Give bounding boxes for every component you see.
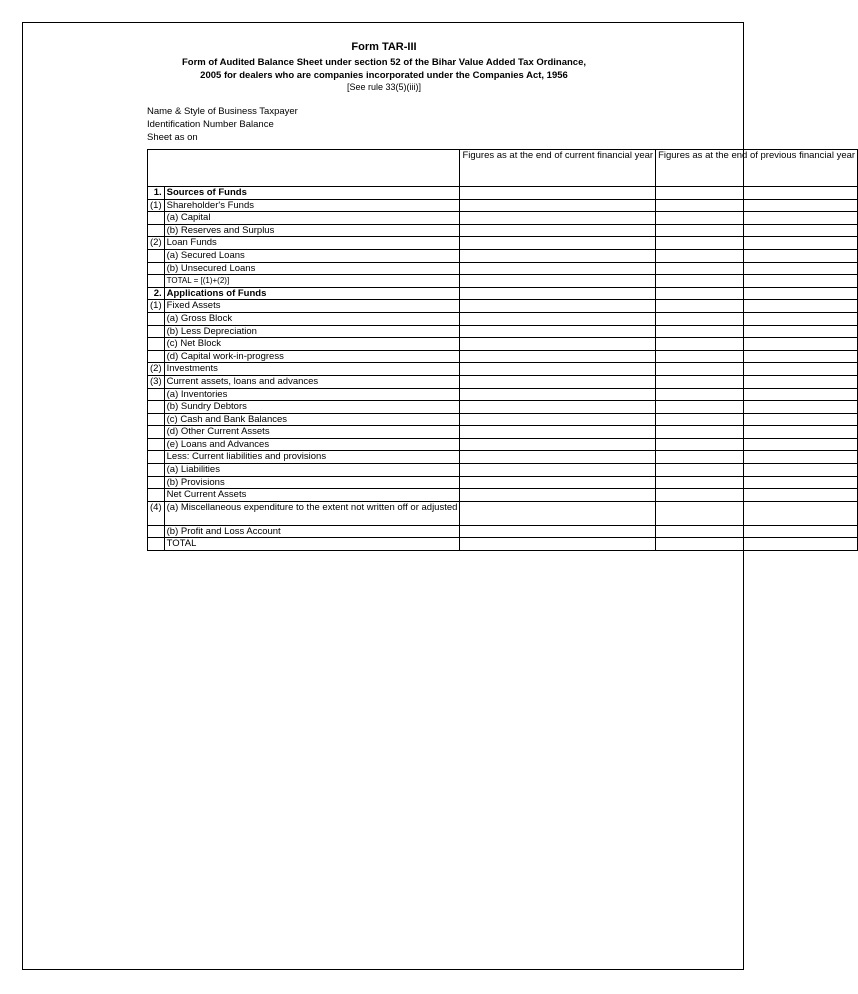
row-num <box>148 212 165 225</box>
row-num <box>148 350 165 363</box>
previous-year-cell[interactable] <box>656 212 858 225</box>
current-year-cell[interactable] <box>460 287 656 300</box>
row-num <box>148 275 165 288</box>
row-num: (1) <box>148 300 165 313</box>
previous-year-cell[interactable] <box>656 350 858 363</box>
previous-year-cell[interactable] <box>656 451 858 464</box>
table-header-row <box>148 150 858 187</box>
previous-year-cell[interactable] <box>656 413 858 426</box>
table-row <box>148 464 858 477</box>
row-num: 1. <box>148 187 165 200</box>
info-line-sheet-date: Sheet as on <box>147 132 198 143</box>
row-label: (b) Less Depreciation <box>164 325 460 338</box>
previous-year-cell[interactable] <box>656 312 858 325</box>
previous-year-cell[interactable] <box>656 338 858 351</box>
table-row <box>148 426 858 439</box>
table-row <box>148 187 858 200</box>
row-label: Shareholder's Funds <box>164 199 460 212</box>
previous-year-cell[interactable] <box>656 325 858 338</box>
row-label: (b) Reserves and Surplus <box>164 224 460 237</box>
current-year-cell[interactable] <box>460 538 656 551</box>
previous-year-cell[interactable] <box>656 464 858 477</box>
current-year-cell[interactable] <box>460 249 656 262</box>
balance-sheet-table <box>147 149 858 551</box>
header-num-cell <box>148 150 165 187</box>
current-year-cell[interactable] <box>460 464 656 477</box>
previous-year-cell[interactable] <box>656 187 858 200</box>
form-title: Form TAR-III <box>351 41 417 53</box>
table-row <box>148 287 858 300</box>
row-label: Fixed Assets <box>164 300 460 313</box>
row-num: (2) <box>148 363 165 376</box>
previous-year-cell[interactable] <box>656 275 858 288</box>
row-label: (a) Secured Loans <box>164 249 460 262</box>
header-current-year: Figures as at the end of current financial year <box>460 150 656 187</box>
table-row <box>148 237 858 250</box>
row-num <box>148 401 165 414</box>
table-row <box>148 262 858 275</box>
table-row <box>148 525 858 538</box>
current-year-cell[interactable] <box>460 338 656 351</box>
row-label: (a) Liabilities <box>164 464 460 477</box>
row-num <box>148 525 165 538</box>
table-row <box>148 312 858 325</box>
current-year-cell[interactable] <box>460 312 656 325</box>
form-subtitle-line1: Form of Audited Balance Sheet under section 52 of the Bihar Value Added Tax Ordinance, <box>181 57 586 68</box>
row-label: Sources of Funds <box>164 187 460 200</box>
previous-year-cell[interactable] <box>656 262 858 275</box>
row-label: Loan Funds <box>164 237 460 250</box>
row-label: TOTAL <box>164 538 460 551</box>
row-num <box>148 413 165 426</box>
row-num <box>148 489 165 502</box>
row-label: Current assets, loans and advances <box>164 375 460 388</box>
row-label: (c) Net Block <box>164 338 460 351</box>
row-label: (b) Unsecured Loans <box>164 262 460 275</box>
current-year-cell[interactable] <box>460 451 656 464</box>
row-num <box>148 451 165 464</box>
header-previous-year: Figures as at the end of previous financial year <box>656 150 858 187</box>
row-num <box>148 538 165 551</box>
table-row <box>148 212 858 225</box>
table-row <box>148 325 858 338</box>
row-num <box>148 262 165 275</box>
current-year-cell[interactable] <box>460 212 656 225</box>
previous-year-cell[interactable] <box>656 476 858 489</box>
current-year-cell[interactable] <box>460 501 656 525</box>
previous-year-cell[interactable] <box>656 489 858 502</box>
row-label: Less: Current liabilities and provisions <box>164 451 460 464</box>
row-num <box>148 426 165 439</box>
row-num <box>148 388 165 401</box>
table-row <box>148 388 858 401</box>
current-year-cell[interactable] <box>460 187 656 200</box>
current-year-cell[interactable] <box>460 262 656 275</box>
row-num: (1) <box>148 199 165 212</box>
row-label: (a) Capital <box>164 212 460 225</box>
current-year-cell[interactable] <box>460 388 656 401</box>
previous-year-cell[interactable] <box>656 375 858 388</box>
table-row <box>148 275 858 288</box>
row-num <box>148 325 165 338</box>
row-num: (3) <box>148 375 165 388</box>
current-year-cell[interactable] <box>460 426 656 439</box>
table-row <box>148 413 858 426</box>
row-num: (2) <box>148 237 165 250</box>
previous-year-cell[interactable] <box>656 525 858 538</box>
current-year-cell[interactable] <box>460 275 656 288</box>
previous-year-cell[interactable] <box>656 287 858 300</box>
table-row <box>148 501 858 525</box>
row-num <box>148 312 165 325</box>
rule-reference: [See rule 33(5)(iii)] <box>346 82 422 92</box>
current-year-cell[interactable] <box>460 375 656 388</box>
row-num: (4) <box>148 501 165 525</box>
row-label: (a) Miscellaneous expenditure to the extent not written off or adjusted <box>164 501 460 525</box>
row-num <box>148 224 165 237</box>
current-year-cell[interactable] <box>460 237 656 250</box>
current-year-cell[interactable] <box>460 224 656 237</box>
table-row <box>148 375 858 388</box>
current-year-cell[interactable] <box>460 413 656 426</box>
previous-year-cell[interactable] <box>656 300 858 313</box>
previous-year-cell[interactable] <box>656 363 858 376</box>
current-year-cell[interactable] <box>460 300 656 313</box>
row-label: (b) Profit and Loss Account <box>164 525 460 538</box>
table-row <box>148 249 858 262</box>
row-label: TOTAL = [(1)+(2)] <box>164 275 460 288</box>
table-row <box>148 438 858 451</box>
table-row <box>148 338 858 351</box>
previous-year-cell[interactable] <box>656 237 858 250</box>
current-year-cell[interactable] <box>460 325 656 338</box>
row-label: (d) Other Current Assets <box>164 426 460 439</box>
current-year-cell[interactable] <box>460 525 656 538</box>
previous-year-cell[interactable] <box>656 224 858 237</box>
previous-year-cell[interactable] <box>656 438 858 451</box>
row-num <box>148 464 165 477</box>
current-year-cell[interactable] <box>460 199 656 212</box>
table-row <box>148 224 858 237</box>
current-year-cell[interactable] <box>460 489 656 502</box>
row-label: (b) Sundry Debtors <box>164 401 460 414</box>
row-label: (c) Cash and Bank Balances <box>164 413 460 426</box>
row-label: (e) Loans and Advances <box>164 438 460 451</box>
row-label: Investments <box>164 363 460 376</box>
info-line-taxpayer: Name & Style of Business Taxpayer <box>147 106 298 117</box>
form-subtitle-line2: 2005 for dealers who are companies incorporated under the Companies Act, 1956 <box>200 70 568 81</box>
table-row <box>148 489 858 502</box>
table-row <box>148 538 858 551</box>
table-row <box>148 401 858 414</box>
previous-year-cell[interactable] <box>656 199 858 212</box>
row-label: (a) Inventories <box>164 388 460 401</box>
table-row <box>148 300 858 313</box>
previous-year-cell[interactable] <box>656 538 858 551</box>
row-num <box>148 249 165 262</box>
table-row <box>148 199 858 212</box>
previous-year-cell[interactable] <box>656 388 858 401</box>
row-label: Net Current Assets <box>164 489 460 502</box>
current-year-cell[interactable] <box>460 363 656 376</box>
header-label-cell <box>164 150 460 187</box>
row-label: Applications of Funds <box>164 287 460 300</box>
table-row <box>148 476 858 489</box>
table-row <box>148 350 858 363</box>
row-num <box>148 338 165 351</box>
current-year-cell[interactable] <box>460 438 656 451</box>
previous-year-cell[interactable] <box>656 249 858 262</box>
row-num: 2. <box>148 287 165 300</box>
row-label: (d) Capital work-in-progress <box>164 350 460 363</box>
current-year-cell[interactable] <box>460 350 656 363</box>
info-line-identification: Identification Number Balance <box>147 119 274 130</box>
table-row <box>148 451 858 464</box>
current-year-cell[interactable] <box>460 476 656 489</box>
row-label: (a) Gross Block <box>164 312 460 325</box>
row-num <box>148 476 165 489</box>
table-row <box>148 363 858 376</box>
previous-year-cell[interactable] <box>656 401 858 414</box>
row-label: (b) Provisions <box>164 476 460 489</box>
previous-year-cell[interactable] <box>656 501 858 525</box>
current-year-cell[interactable] <box>460 401 656 414</box>
previous-year-cell[interactable] <box>656 426 858 439</box>
row-num <box>148 438 165 451</box>
